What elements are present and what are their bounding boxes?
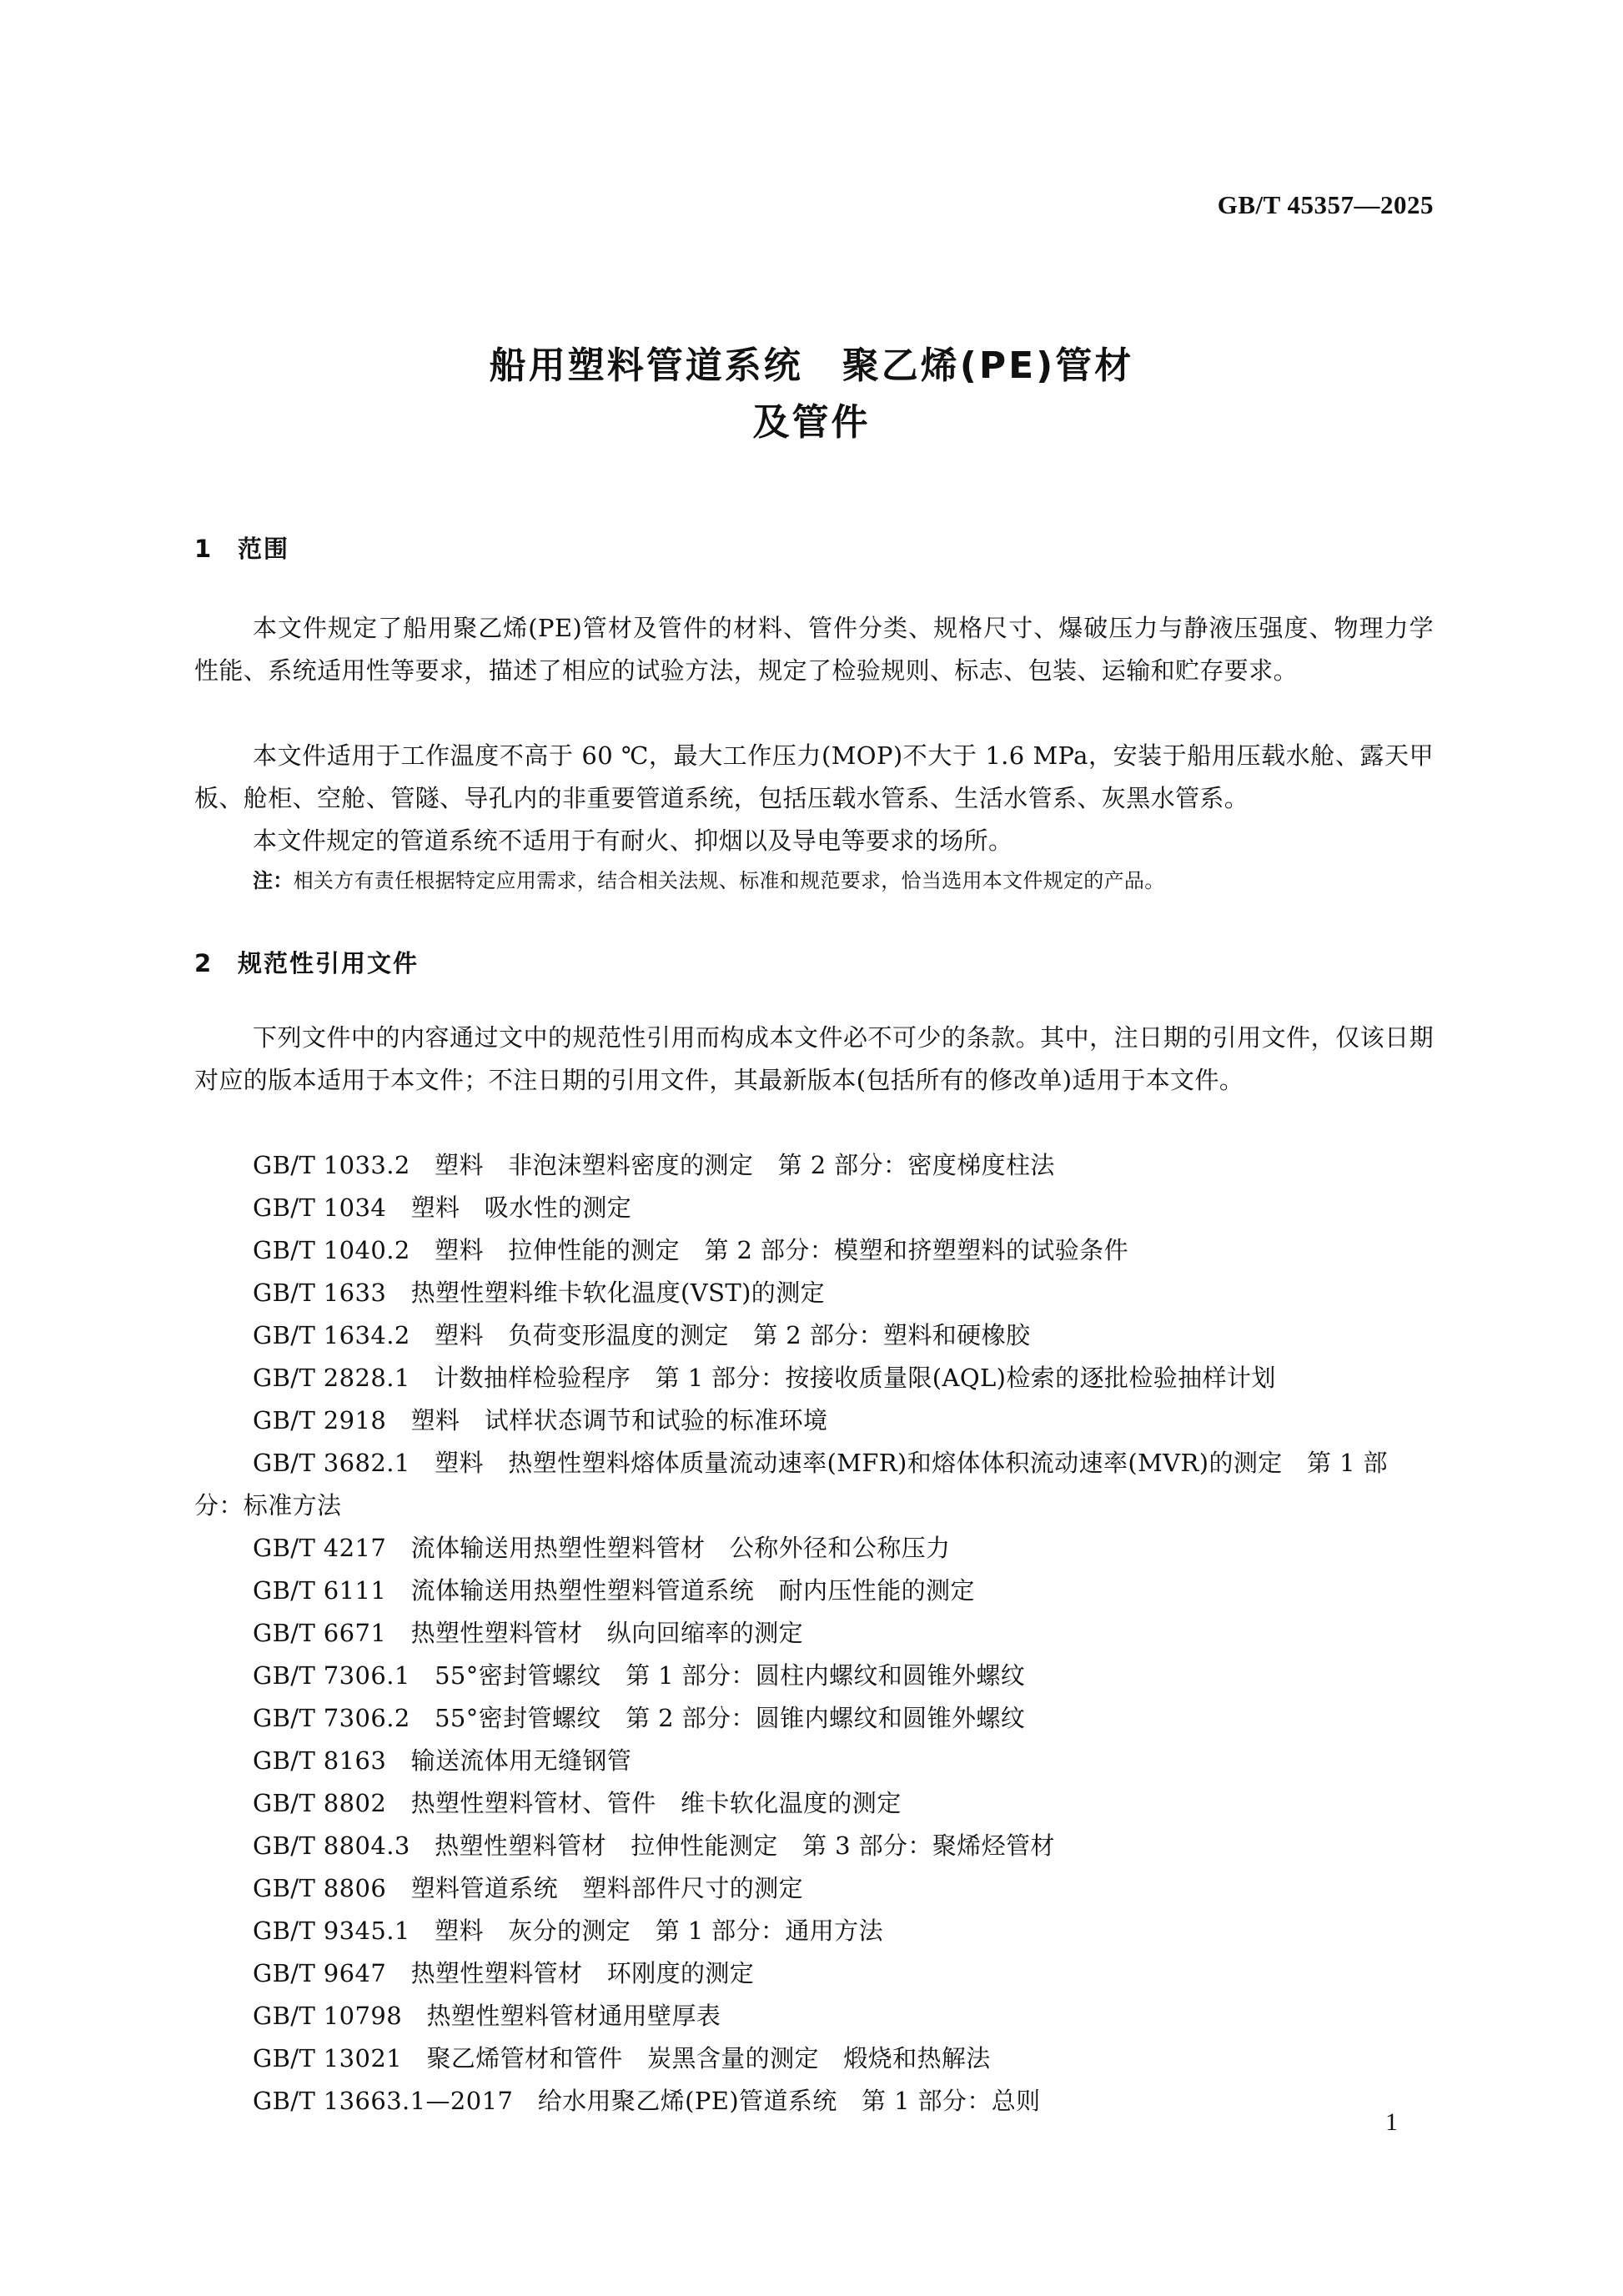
reference-item: GB/T 6111 流体输送用热塑性塑料管道系统 耐内压性能的测定 [253, 1576, 975, 1605]
reference-item: GB/T 8804.3 热塑性塑料管材 拉伸性能测定 第 3 部分：聚烯烃管材 [253, 1831, 1055, 1860]
normative-references-list [194, 1144, 1434, 2123]
section-number: 2 [194, 949, 214, 977]
reference-item: GB/T 9345.1 塑料 灰分的测定 第 1 部分：通用方法 [253, 1917, 883, 1945]
reference-item: GB/T 2918 塑料 试样状态调节和试验的标准环境 [253, 1406, 828, 1434]
document-title-line-1: 船用塑料管道系统 聚乙烯(PE)管材 [489, 344, 1134, 387]
reference-item: GB/T 4217 流体输送用热塑性塑料管材 公称外径和公称压力 [253, 1534, 951, 1562]
document-title-line-2: 及管件 [752, 401, 871, 444]
scope-paragraph-2: 本文件适用于工作温度不高于 60 ℃，最大工作压力(MOP)不大于 1.6 MPa，安装于船用压载水舱、露天甲板、舱柜、空舱、管隧、导孔内的非重要管道系统，包括压载水管系、生活水管系、灰黑水管系。 [194, 741, 1434, 812]
reference-item: GB/T 1034 塑料 吸水性的测定 [253, 1193, 632, 1222]
reference-item: GB/T 10798 热塑性塑料管材通用壁厚表 [253, 2002, 721, 2030]
reference-item: GB/T 7306.2 55°密封管螺纹 第 2 部分：圆锥内螺纹和圆锥外螺纹 [253, 1704, 1026, 1732]
standard-code: GB/T 45357—2025 [1217, 190, 1434, 219]
scope-note [253, 864, 1437, 897]
reference-item: GB/T 1634.2 塑料 负荷变形温度的测定 第 2 部分：塑料和硬橡胶 [253, 1321, 1031, 1349]
reference-item: GB/T 8163 输送流体用无缝钢管 [253, 1746, 632, 1775]
section-2-heading [194, 945, 419, 979]
scope-paragraph-1: 本文件规定了船用聚乙烯(PE)管材及管件的材料、管件分类、规格尺寸、爆破压力与静液压强度、物理力学性能、系统适用性等要求，描述了相应的试验方法，规定了检验规则、标志、包装、运输和贮存要求。 [194, 614, 1434, 685]
section-title: 范围 [238, 535, 290, 563]
reference-item: GB/T 3682.1 塑料 热塑性塑料熔体质量流动速率(MFR)和熔体体积流动速率(MVR)的测定 第 1 部分：标准方法 [194, 1449, 1388, 1520]
note-text: 相关方有责任根据特定应用需求，结合相关法规、标准和规范要求，恰当选用本文件规定的产品。 [293, 869, 1165, 892]
reference-item: GB/T 1633 热塑性塑料维卡软化温度(VST)的测定 [253, 1279, 825, 1307]
reference-item: GB/T 9647 热塑性塑料管材 环刚度的测定 [253, 1959, 755, 1987]
references-intro-paragraph: 下列文件中的内容通过文中的规范性引用而构成本文件必不可少的条款。其中，注日期的引用文件，仅该日期对应的版本适用于本文件；不注日期的引用文件，其最新版本(包括所有的修改单)适用于本文件。 [194, 1023, 1434, 1094]
reference-item: GB/T 7306.1 55°密封管螺纹 第 1 部分：圆柱内螺纹和圆锥外螺纹 [253, 1661, 1026, 1690]
reference-item: GB/T 13021 聚乙烯管材和管件 炭黑含量的测定 煅烧和热解法 [253, 2044, 991, 2072]
reference-item: GB/T 1033.2 塑料 非泡沫塑料密度的测定 第 2 部分：密度梯度柱法 [253, 1151, 1055, 1179]
section-title: 规范性引用文件 [238, 949, 420, 977]
reference-item: GB/T 6671 热塑性塑料管材 纵向回缩率的测定 [253, 1619, 804, 1647]
reference-item: GB/T 2828.1 计数抽样检验程序 第 1 部分：按接收质量限(AQL)检索的逐批检验抽样计划 [253, 1364, 1276, 1392]
note-label: 注： [253, 869, 294, 892]
scope-paragraph-3: 本文件规定的管道系统不适用于有耐火、抑烟以及导电等要求的场所。 [253, 826, 1013, 855]
section-number: 1 [194, 535, 214, 563]
reference-item: GB/T 1040.2 塑料 拉伸性能的测定 第 2 部分：模塑和挤塑塑料的试验条件 [253, 1236, 1128, 1264]
reference-item: GB/T 13663.1—2017 给水用聚乙烯(PE)管道系统 第 1 部分：总则 [253, 2087, 1041, 2115]
section-1-heading [194, 530, 289, 565]
page-number: 1 [1385, 2108, 1398, 2136]
reference-item: GB/T 8802 热塑性塑料管材、管件 维卡软化温度的测定 [253, 1789, 902, 1817]
reference-item: GB/T 8806 塑料管道系统 塑料部件尺寸的测定 [253, 1874, 804, 1902]
